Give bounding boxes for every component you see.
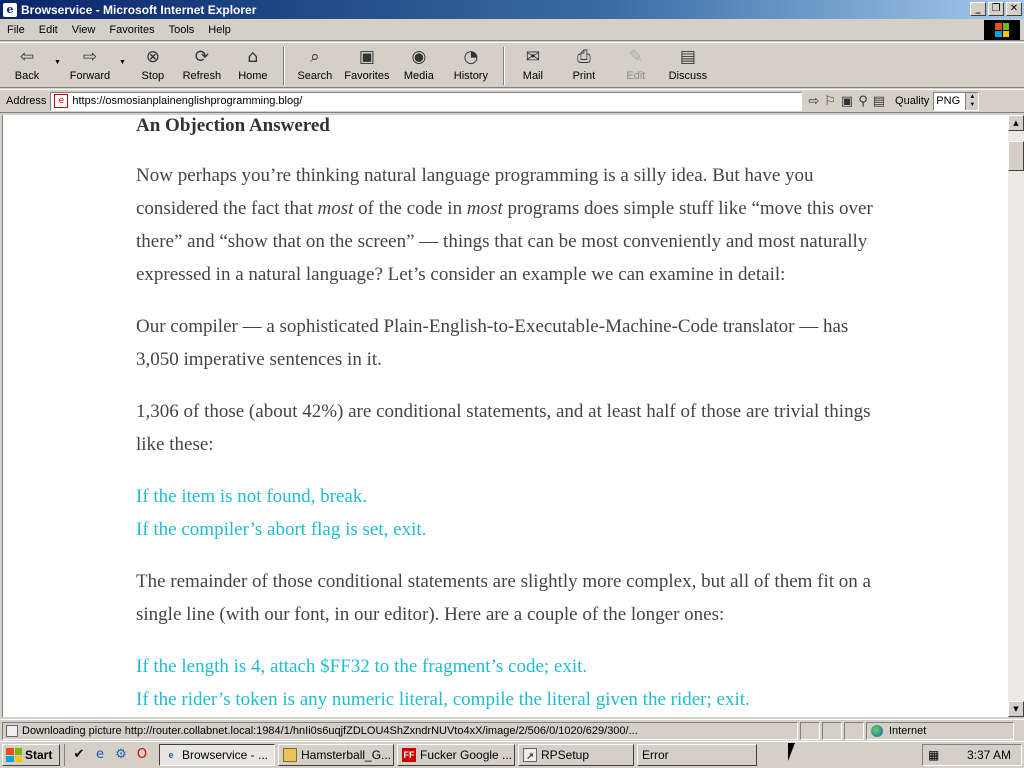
task-label: RPSetup: [541, 748, 590, 762]
menu-bar: [0, 19, 1024, 41]
history-label: History: [453, 70, 488, 82]
back-button[interactable]: [4, 43, 50, 87]
paragraph-2: Our compiler — a sophisticated Plain-English-to-Executable-Machine-Code translator — has 3,050 imperative sentences in it.: [136, 316, 849, 370]
menu-edit[interactable]: Edit: [38, 23, 58, 36]
window-title: Browservice - Microsoft Internet Explorer: [21, 2, 257, 17]
go-arrow-icon[interactable]: ⇨: [808, 93, 820, 109]
view-icon[interactable]: ▣: [840, 93, 854, 109]
status-bar: [0, 719, 1024, 741]
code-line: If the compiler’s abort flag is set, exit.: [136, 519, 427, 540]
address-tools: [808, 94, 885, 109]
task-rpsetup[interactable]: [518, 744, 634, 766]
outlook-express-icon[interactable]: ⚙: [115, 747, 127, 762]
status-text-panel: [2, 722, 798, 740]
minimize-icon[interactable]: _: [970, 2, 986, 16]
address-input[interactable]: [50, 92, 802, 111]
standard-toolbar: [0, 42, 1024, 88]
code-line: If the item is not found, break.: [136, 486, 368, 507]
printer-icon: ⎙: [577, 47, 591, 67]
paragraph-4: The remainder of those conditional statements are slightly more complex, but all of them fit on a single line (with our font, in our editor). Here are a couple of the longer ones:: [136, 571, 871, 625]
task-label: Error: [642, 748, 669, 762]
quality-value: PNG: [936, 95, 961, 107]
toolbar-separator: [283, 47, 285, 85]
search-icon: ⌕: [310, 47, 320, 67]
scroll-up-icon[interactable]: ▲: [1008, 115, 1024, 131]
task-google[interactable]: [397, 744, 515, 766]
windows-flag-icon: [984, 20, 1020, 40]
scroll-thumb[interactable]: [1008, 141, 1024, 171]
article-heading: An Objection Answered: [136, 115, 330, 136]
status-cell: [822, 722, 842, 740]
forward-button[interactable]: [65, 43, 115, 87]
forward-dropdown-icon[interactable]: ▼: [118, 59, 126, 66]
taskbar: [0, 741, 1024, 768]
spinner-arrows-icon[interactable]: ▲ ▼: [965, 93, 978, 110]
page-viewport: [2, 115, 1008, 717]
home-icon: ⌂: [247, 47, 259, 67]
scroll-down-icon[interactable]: ▼: [1008, 701, 1024, 717]
refresh-icon: ⟳: [194, 47, 209, 67]
history-icon: ◔: [463, 47, 479, 67]
print-button[interactable]: [556, 43, 612, 87]
start-label: Start: [25, 748, 53, 762]
history-button[interactable]: [444, 43, 498, 87]
p1-text-c: programs does simple stuff like “move this over there” and “show that on the screen” — things that can be most conveniently and most naturally expressed in a natural language? Let’s consider an example we can examine in detail:: [136, 198, 873, 285]
forward-arrow-icon: ⇨: [82, 47, 98, 67]
media-icon: ◉: [411, 47, 427, 67]
task-hamsterball[interactable]: [278, 744, 394, 766]
opera-icon[interactable]: O: [136, 747, 148, 762]
discuss-button[interactable]: [660, 43, 716, 87]
zone-label: Internet: [889, 724, 927, 737]
back-label: Back: [14, 70, 40, 82]
edit-icon: ✎: [628, 47, 643, 67]
ie-task-icon: e: [168, 750, 174, 760]
p1-emphasis-1: most: [317, 198, 354, 219]
search-label: Search: [297, 70, 333, 82]
refresh-button[interactable]: [176, 43, 228, 87]
media-label: Media: [403, 70, 434, 82]
maximize-icon[interactable]: ❐: [988, 2, 1004, 16]
paragraph-1: [136, 159, 886, 291]
find-icon[interactable]: ⚲: [858, 93, 868, 109]
back-dropdown-icon[interactable]: ▼: [54, 59, 61, 66]
clipboard-icon[interactable]: ▤: [872, 93, 886, 109]
menu-file[interactable]: File: [7, 23, 25, 36]
address-label: Address: [6, 95, 47, 107]
discuss-label: Discuss: [668, 70, 708, 82]
back-arrow-icon: ⇦: [19, 47, 35, 67]
code-line: If the length is 4, attach $FF32 to the fragment’s code; exit.: [136, 656, 588, 677]
page-loading-icon: [6, 725, 18, 737]
task-label: Hamsterball_G...: [301, 748, 392, 762]
menu-tools[interactable]: Tools: [168, 23, 195, 36]
address-url: https://osmosianplainenglishprogramming.blog/: [72, 95, 303, 107]
task-error[interactable]: [637, 744, 757, 766]
internet-globe-icon: [871, 725, 883, 737]
stop-icon: ⊗: [145, 47, 160, 67]
search-button[interactable]: [290, 43, 340, 87]
favorites-folder-icon: ▣: [358, 47, 375, 67]
p1-text-a: Now perhaps you’re thinking natural language programming is a silly idea. But have you considered the fact that: [136, 165, 814, 219]
code-line: If the rider’s token is any numeric literal, compile the literal given the rider; exit.: [136, 689, 750, 710]
toolbar-separator: [503, 47, 505, 85]
show-desktop-icon[interactable]: ✔: [73, 747, 85, 762]
stop-label: Stop: [141, 70, 165, 82]
close-icon[interactable]: ✕: [1006, 2, 1022, 16]
task-label: Fucker Google ...: [420, 748, 513, 762]
menu-favorites[interactable]: Favorites: [109, 23, 155, 36]
window-controls: [970, 2, 1022, 16]
code-example-1: [136, 480, 886, 546]
start-button[interactable]: [2, 744, 60, 766]
status-text: Downloading picture http://router.collabnet.local:1984/1/hnIi0s6uqjfZDLOU4ShZxndrNUVto4xX/image/2/506/0/1020/629/300/...: [22, 724, 638, 737]
quality-select[interactable]: [933, 92, 979, 111]
media-button[interactable]: [394, 43, 444, 87]
folder-icon: [283, 748, 297, 762]
scheduler-icon[interactable]: ▦: [928, 748, 940, 762]
ie-logo-icon: e: [3, 3, 17, 17]
security-zone: [866, 722, 1014, 740]
task-label: Browservice - ...: [182, 748, 269, 762]
print-label: Print: [572, 70, 596, 82]
menu-view[interactable]: View: [71, 23, 96, 36]
edit-button[interactable]: [612, 43, 660, 87]
quality-label: Quality: [895, 95, 930, 107]
system-tray: [922, 744, 1022, 766]
favorites-label: Favorites: [344, 70, 390, 82]
discuss-icon: ▤: [679, 47, 696, 67]
title-bar: [0, 0, 1024, 19]
app-icon: FF: [403, 750, 415, 760]
mail-icon: ✉: [525, 47, 540, 67]
setup-icon: ↗: [523, 748, 537, 762]
quick-launch: [64, 744, 156, 766]
forward-label: Forward: [69, 70, 111, 82]
article-body: [136, 115, 886, 717]
task-browservice[interactable]: [159, 744, 275, 766]
p1-emphasis-2: most: [466, 198, 503, 219]
refresh-label: Refresh: [182, 70, 222, 82]
code-example-2: [136, 650, 886, 716]
home-label: Home: [238, 70, 268, 82]
windows-logo-icon: [6, 748, 22, 762]
paragraph-3: 1,306 of those (about 42%) are conditional statements, and at least half of those are trivial things like these:: [136, 401, 871, 455]
status-cell: [800, 722, 820, 740]
p1-text-b: of the code in: [353, 198, 467, 219]
bookmark-icon[interactable]: ⚐: [824, 93, 836, 109]
vertical-scrollbar[interactable]: [1008, 115, 1024, 717]
status-cell: [844, 722, 864, 740]
stop-button[interactable]: [130, 43, 176, 87]
favorites-button[interactable]: [340, 43, 394, 87]
clock[interactable]: 3:37 AM: [966, 748, 1011, 762]
address-bar: [0, 89, 1024, 113]
mail-label: Mail: [522, 70, 543, 82]
ie-launch-icon[interactable]: e: [96, 747, 104, 762]
edit-label: Edit: [626, 70, 646, 82]
home-button[interactable]: [228, 43, 278, 87]
page-icon: e: [54, 94, 68, 108]
mail-button[interactable]: [510, 43, 556, 87]
mouse-cursor-icon: [788, 743, 795, 761]
menu-help[interactable]: Help: [208, 23, 231, 36]
